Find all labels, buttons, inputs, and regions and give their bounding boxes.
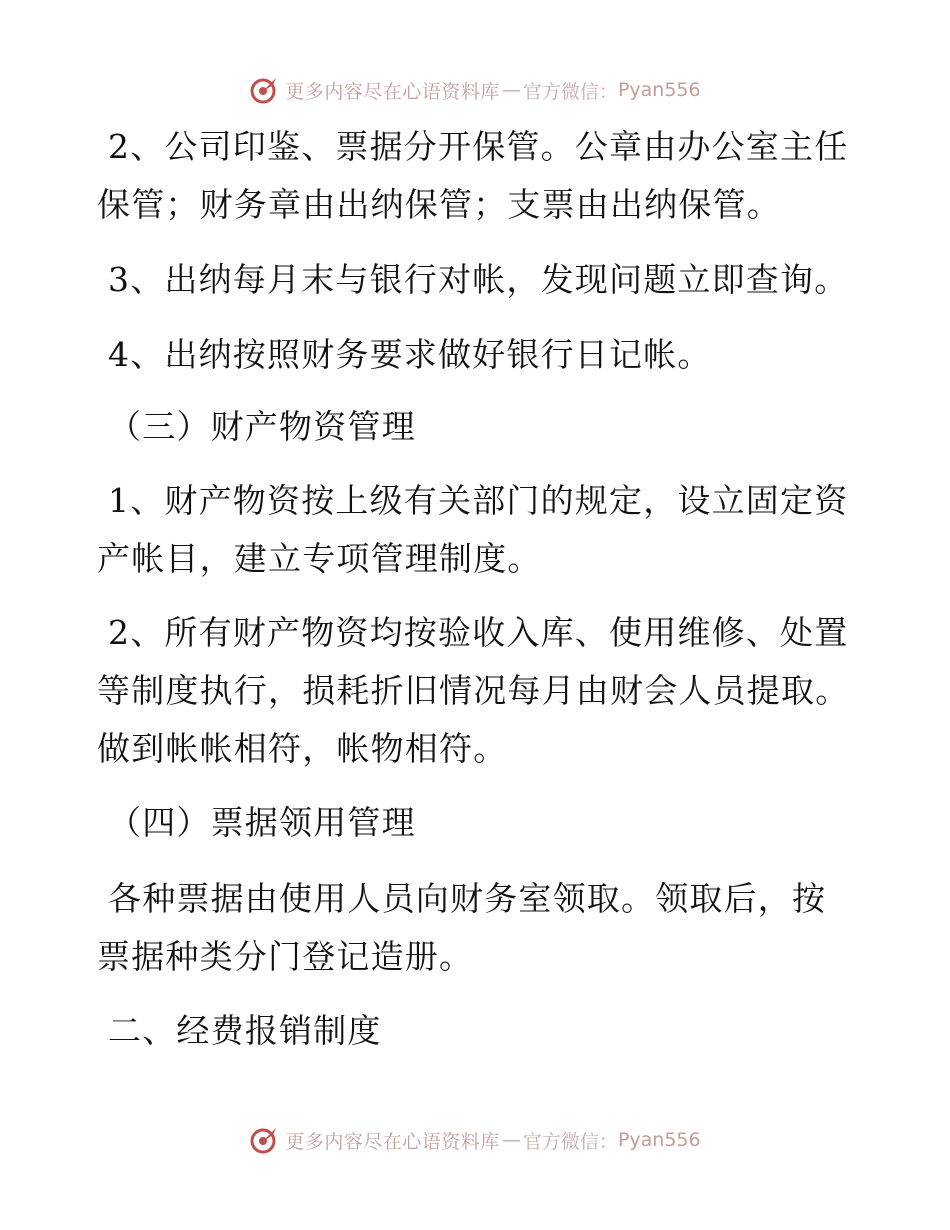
text-line: 票据种类分门登记造册。 (97, 937, 474, 976)
text-line: 做到帐帐相符，帐物相符。 (97, 729, 508, 768)
watermark-text: 更多内容尽在心语资料库 (285, 1130, 500, 1153)
text-line: 1、财产物资按上级有关部门的规定，设立固定资 (108, 481, 849, 520)
quill-logo-icon (249, 1125, 279, 1155)
text-line: 等制度执行，损耗折旧情况每月由财会人员提取。 (97, 671, 850, 710)
text-line: 2、公司印鉴、票据分开保管。公章由办公室主任 (108, 127, 849, 166)
text-line: 产帐目，建立专项管理制度。 (97, 539, 542, 578)
quill-logo-icon (249, 75, 279, 105)
text-line: 2、所有财产物资均按验收入库、使用维修、处置 (108, 613, 849, 652)
watermark-label: 官方微信： (522, 1130, 618, 1153)
watermark-text: 更多内容尽在心语资料库 (285, 80, 500, 103)
text-line: 3、出纳每月末与银行对帐，发现问题立即查询。 (108, 260, 849, 299)
watermark-separator: — (501, 79, 521, 101)
watermark-label: 官方微信： (522, 80, 618, 103)
watermark-id: Pyan556 (617, 79, 701, 101)
footer-watermark (0, 1122, 950, 1158)
watermark-id: Pyan556 (617, 1129, 701, 1151)
text-line: 4、出纳按照财务要求做好银行日记帐。 (108, 335, 712, 374)
header-watermark (0, 72, 950, 108)
text-line: 各种票据由使用人员向财务室领取。领取后，按 (108, 879, 827, 918)
section-heading: （四）票据领用管理 (108, 803, 416, 842)
section-heading: 二、经费报销制度 (108, 1011, 382, 1050)
text-line: 保管；财务章由出纳保管；支票由出纳保管。 (97, 185, 781, 224)
watermark-separator: — (501, 1129, 521, 1151)
section-heading: （三）财产物资管理 (108, 407, 416, 446)
